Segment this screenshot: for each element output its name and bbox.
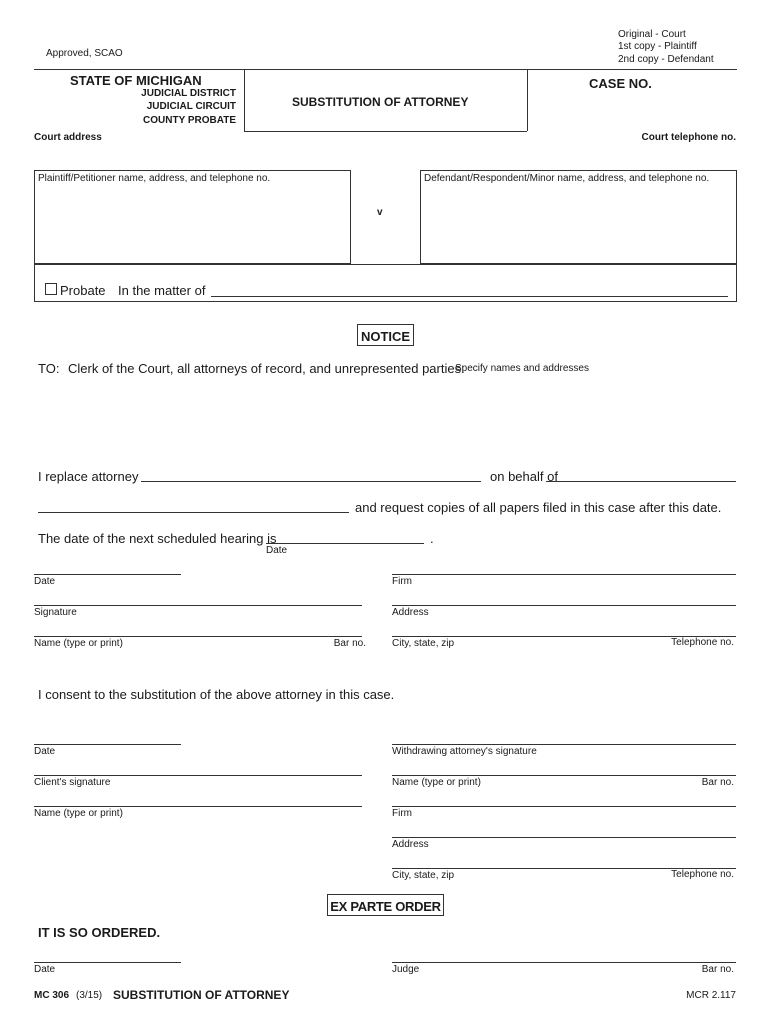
consent-date-line[interactable] [34,744,181,745]
withdrawing-bar-label: Bar no. [701,777,734,788]
sig1-city-label: City, state, zip [392,638,455,649]
order-date-line[interactable] [34,962,181,963]
withdrawing-address-label: Address [392,839,429,850]
plaintiff-label: Plaintiff/Petitioner name, address, and telephone no. [38,173,271,184]
sig1-bar-label: Bar no. [333,638,366,649]
hearing-period: . [430,531,434,546]
probate-label: COUNTY PROBATE [143,115,236,126]
footer-rev: (3/15) [76,990,103,1001]
probate-checkbox[interactable] [45,283,57,295]
sig1-address-line[interactable] [392,605,736,606]
footer-form-no: MC 306 [34,990,70,1001]
to-text: Clerk of the Court, all attorneys of record, and unrepresented parties: [68,361,465,376]
hearing-label: The date of the next scheduled hearing is [38,531,277,546]
sig1-firm-line[interactable] [392,574,736,575]
header-divider-left [244,69,245,131]
hearing-date-label: Date [266,545,288,556]
header-divider-right [527,69,528,131]
consent-text: I consent to the substitution of the above attorney in this case. [38,687,395,702]
hearing-date-input[interactable] [266,543,424,544]
notice-heading: NOTICE [360,329,411,344]
withdrawing-name-line[interactable] [392,775,736,776]
district-label: JUDICIAL DISTRICT [141,88,236,99]
judge-bar-label: Bar no. [701,964,734,975]
withdrawing-name-label: Name (type or print) [392,777,481,788]
defendant-box[interactable] [420,170,737,264]
replace-attorney-input[interactable] [141,481,481,482]
on-behalf-input[interactable] [546,481,736,482]
on-behalf-label: on behalf of [490,469,558,484]
court-phone-label: Court telephone no. [641,132,736,143]
consent-date-label: Date [34,746,56,757]
circuit-label: JUDICIAL CIRCUIT [146,101,236,112]
header-bottom-rule [244,131,527,132]
versus-label: v [377,207,383,218]
copy-original: Original - Court [618,29,686,40]
withdrawing-firm-line[interactable] [392,806,736,807]
header-top-rule [34,69,737,70]
defendant-label: Defendant/Respondent/Minor name, address, and telephone no. [424,173,710,184]
state-label: STATE OF MICHIGAN [70,73,202,88]
matter-of-label: In the matter of [118,283,206,298]
order-date-label: Date [34,964,56,975]
withdrawing-address-line[interactable] [392,837,736,838]
request-text: and request copies of all papers filed in this case after this date. [355,500,722,515]
sig1-date-label: Date [34,576,56,587]
to-label: TO: [38,361,60,376]
withdrawing-sig-line[interactable] [392,744,736,745]
sig1-name-line[interactable] [34,636,362,637]
to-hint: Specify names and addresses [455,363,589,374]
plaintiff-box[interactable] [34,170,351,264]
sig1-signature-label: Signature [34,607,77,618]
order-heading: EX PARTE ORDER [330,899,441,914]
probate-checkbox-label: Probate [60,283,106,298]
form-title: SUBSTITUTION OF ATTORNEY [292,95,469,109]
client-name-label: Name (type or print) [34,808,123,819]
sig1-date-line[interactable] [34,574,181,575]
so-ordered-text: IT IS SO ORDERED. [38,925,161,940]
withdrawing-firm-label: Firm [392,808,412,819]
client-sig-line[interactable] [34,775,362,776]
client-sig-label: Client's signature [34,777,111,788]
client-name-input[interactable] [38,512,349,513]
withdrawing-city-label: City, state, zip [392,870,455,881]
footer-title: SUBSTITUTION OF ATTORNEY [113,988,290,1002]
approved-label: Approved, SCAO [46,48,123,59]
withdrawing-phone-label: Telephone no. [671,869,734,880]
copy-defendant: 2nd copy - Defendant [618,54,714,65]
sig1-phone-label: Telephone no. [671,637,734,648]
replace-label: I replace attorney [38,469,139,484]
withdrawing-sig-label: Withdrawing attorney's signature [392,746,537,757]
sig1-signature-line[interactable] [34,605,362,606]
sig1-address-label: Address [392,607,429,618]
copy-plaintiff: 1st copy - Plaintiff [618,41,697,52]
court-address-label: Court address [34,132,102,143]
case-no-label: CASE NO. [589,76,652,91]
judge-line[interactable] [392,962,736,963]
sig1-name-label: Name (type or print) [34,638,123,649]
client-name-line[interactable] [34,806,362,807]
judge-label: Judge [392,964,420,975]
footer-rule: MCR 2.117 [686,990,736,1001]
sig1-firm-label: Firm [392,576,412,587]
matter-of-input[interactable] [211,296,728,297]
